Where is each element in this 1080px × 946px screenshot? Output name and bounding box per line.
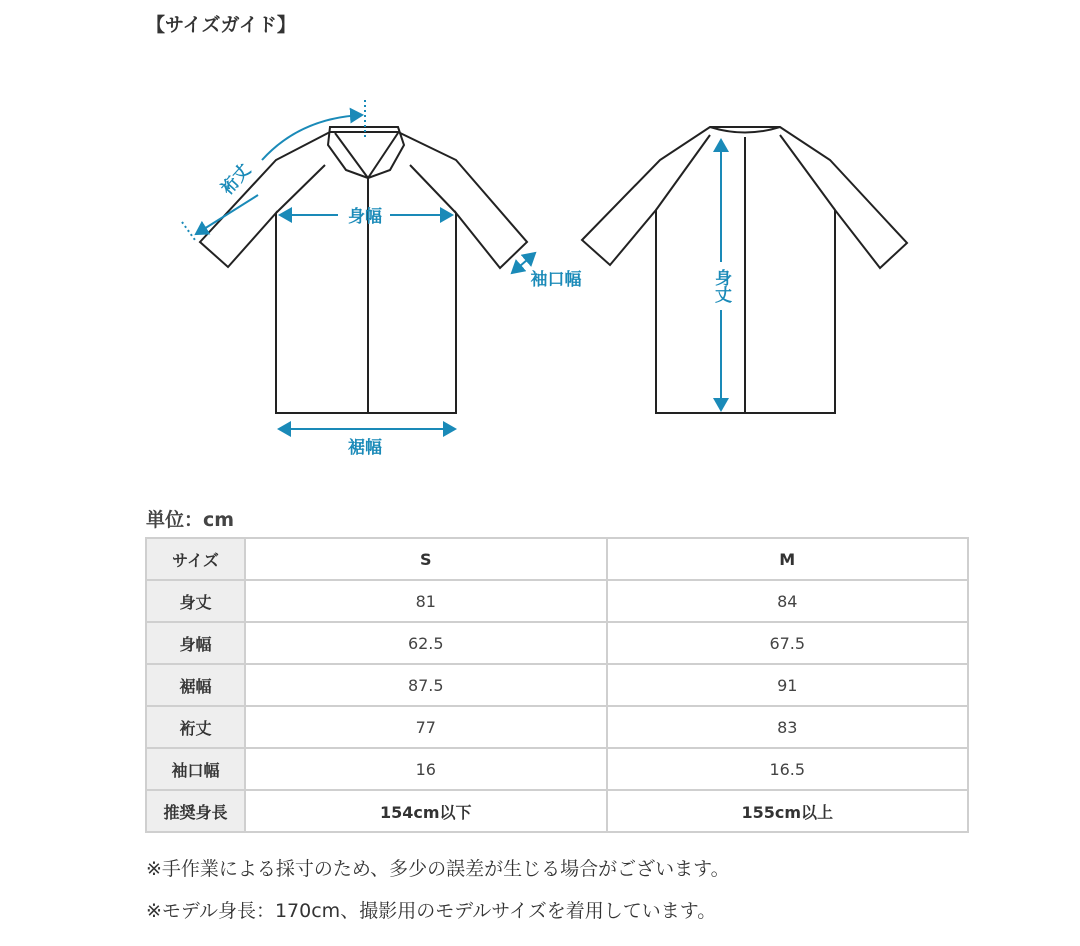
label-susohaba: 裾幅 bbox=[348, 438, 382, 458]
row-label: 裾幅 bbox=[146, 664, 245, 706]
cell-s: 77 bbox=[245, 706, 607, 748]
label-kitake: 裄丈 bbox=[217, 160, 256, 199]
cell-m: 16.5 bbox=[607, 748, 969, 790]
cell-s: 87.5 bbox=[245, 664, 607, 706]
row-label: 推奨身長 bbox=[146, 790, 245, 832]
cell-s: 62.5 bbox=[245, 622, 607, 664]
cell-m: 91 bbox=[607, 664, 969, 706]
label-mitake: 身丈 bbox=[711, 269, 731, 303]
cell-m: 84 bbox=[607, 580, 969, 622]
header-cell: サイズ bbox=[146, 538, 245, 580]
cell-m: 155cm以上 bbox=[607, 790, 969, 832]
row-label: 裄丈 bbox=[146, 706, 245, 748]
cell-s: 81 bbox=[245, 580, 607, 622]
note-model: ※モデル身長：170cm、撮影用のモデルサイズを着用しています。 bbox=[146, 900, 717, 922]
page-title: 【サイズガイド】 bbox=[146, 14, 296, 36]
table-row bbox=[146, 706, 968, 748]
header-s: S bbox=[245, 538, 607, 580]
table-row bbox=[146, 580, 968, 622]
row-label: 身幅 bbox=[146, 622, 245, 664]
note-measurement: ※手作業による採寸のため、多少の誤差が生じる場合がございます。 bbox=[146, 858, 730, 880]
cell-s: 154cm以下 bbox=[245, 790, 607, 832]
table-row bbox=[146, 622, 968, 664]
cell-s: 16 bbox=[245, 748, 607, 790]
table-row bbox=[146, 790, 968, 832]
label-sodeguchi: 袖口幅 bbox=[530, 270, 582, 290]
unit-label: 単位：cm bbox=[146, 509, 235, 531]
row-label: 袖口幅 bbox=[146, 748, 245, 790]
row-label: 身丈 bbox=[146, 580, 245, 622]
table-row bbox=[146, 664, 968, 706]
table-header-row bbox=[146, 538, 968, 580]
header-m: M bbox=[607, 538, 969, 580]
size-table bbox=[145, 537, 969, 833]
shirt-back bbox=[582, 127, 907, 413]
cell-m: 83 bbox=[607, 706, 969, 748]
cell-m: 67.5 bbox=[607, 622, 969, 664]
label-mihaba: 身幅 bbox=[348, 207, 382, 227]
table-row bbox=[146, 748, 968, 790]
